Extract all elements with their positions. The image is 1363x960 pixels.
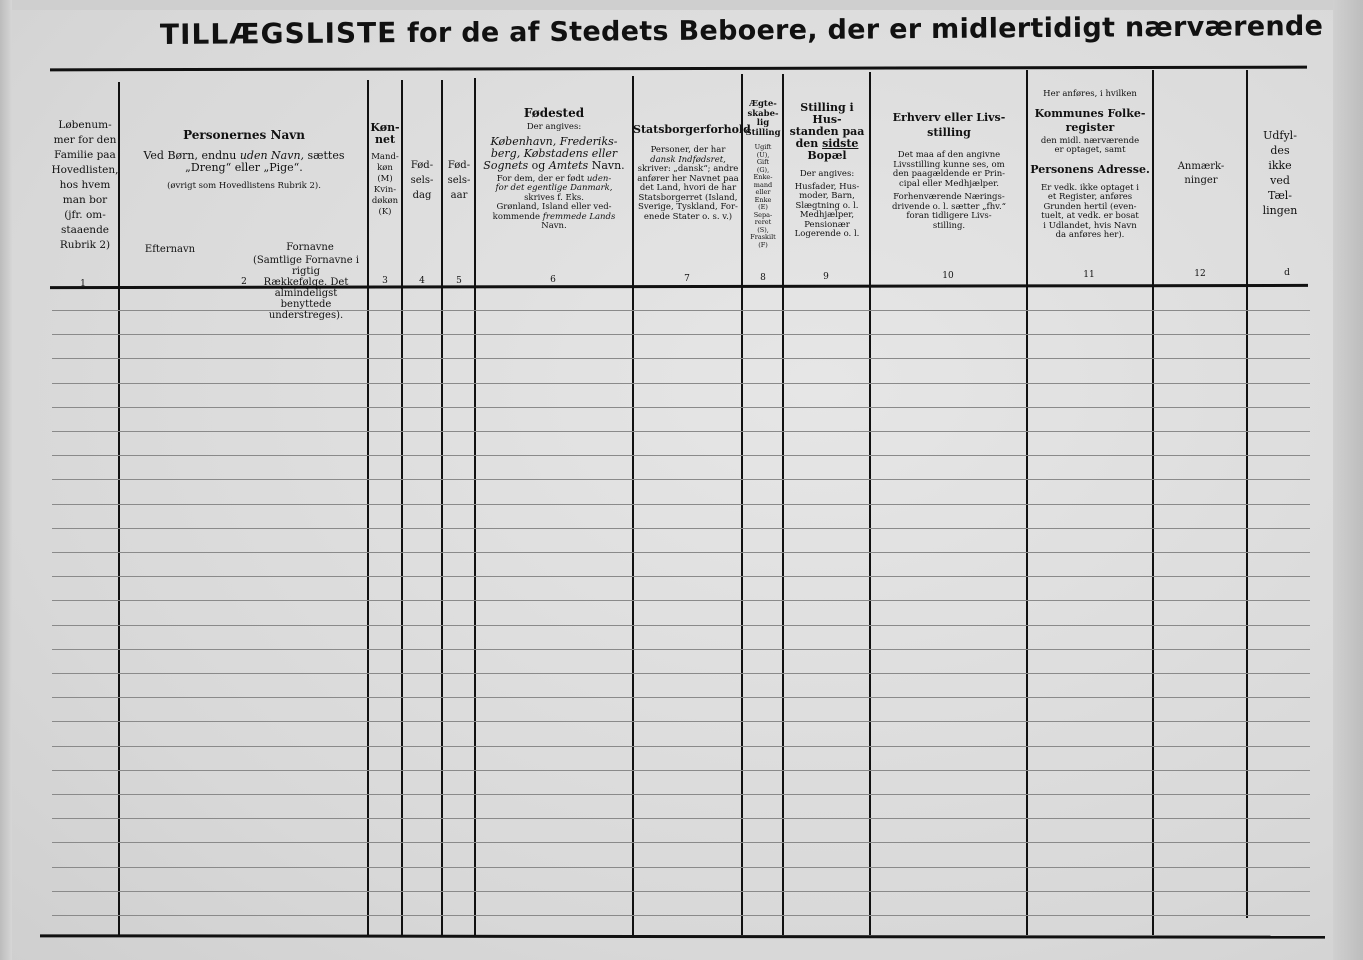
header-top-rule — [50, 66, 1307, 72]
entry-row-line — [52, 310, 1310, 311]
column-number: 11 — [1083, 270, 1095, 280]
entry-row-line — [52, 721, 1310, 722]
entry-row-line — [52, 358, 1310, 359]
column-number: d — [1284, 268, 1290, 278]
col8-header: Ægte- skabe- lig Stilling Ugift (U), Gift (G), Enke- mand eller Enke (E) Sepa- reret (S), Fraskilt (F) — [745, 99, 781, 249]
entry-row-line — [52, 770, 1310, 771]
col2-subheader-fornavne: Fornavne — [286, 242, 334, 253]
column-number: 6 — [550, 275, 556, 285]
page-edge-right — [1333, 0, 1363, 960]
form-title — [159, 10, 1324, 64]
entry-row-line — [52, 504, 1310, 505]
entry-row-line — [52, 455, 1310, 456]
entry-row-line — [52, 794, 1310, 795]
col2-header — [122, 128, 366, 192]
header-note: „Dreng“ eller „Pige“. — [185, 161, 303, 174]
entry-row-line — [52, 431, 1310, 432]
column-number: 10 — [942, 271, 954, 281]
header-line: Rubrik 2) — [59, 239, 111, 251]
column-divider — [1152, 70, 1154, 935]
entry-row-line — [52, 528, 1310, 529]
entry-row-line — [52, 891, 1310, 892]
entry-row-line — [52, 915, 1310, 916]
col12-header: Anmærk- ninger — [1177, 161, 1225, 186]
col9-header: Stilling i Hus- standen paa den sidste Bopæl Der angives: Husfader, Hus- moder, Barn, Slægtning o. l. Medhjælper, Pensionær Logerende o. l. — [789, 101, 865, 239]
header-note: Ved Børn, endnu uden Navn, sættes — [143, 149, 345, 162]
entry-row-line — [52, 600, 1310, 601]
header-line: Hovedlisten, — [51, 164, 119, 176]
col2-fornavne-note: (Samtlige Fornavne i rigtig Rækkefølge. Det almindeligst benyttede understreges). — [252, 255, 360, 321]
entry-row-line — [52, 479, 1310, 480]
entry-row-line — [52, 576, 1310, 577]
header-line: man bor — [62, 194, 108, 206]
column-number: 2 — [241, 277, 247, 287]
table-bottom-rule — [40, 934, 1325, 938]
column-number: 7 — [684, 274, 690, 284]
header-line: mer for den — [53, 134, 117, 146]
col-d-header: Udfyl- des ikke ved Tæl- lingen — [1262, 129, 1298, 217]
column-divider — [1246, 70, 1248, 918]
form-title-rest: for de af Stedets Beboere, der er midlertidigt nærværende — [406, 10, 1324, 50]
col4-header: Fød- sels- dag — [410, 160, 434, 201]
col2-subheader-efternavn: Efternavn — [144, 244, 196, 255]
column-number: 5 — [456, 276, 462, 286]
column-number: 9 — [823, 272, 829, 282]
page-edge-left — [0, 0, 12, 960]
col11-header: Her anføres, i hvilken Kommunes Folke- register den midl. nærværende er optaget, samt Personens Adresse. Er vedk. ikke optaget i et Register, anføres Grunden hertil (even- tuelt, at vedk. er bosat i Udlandet, hvis Navn da anføres her). — [1030, 89, 1150, 240]
column-number: 8 — [760, 273, 766, 283]
entry-row-line — [52, 818, 1310, 819]
entry-row-line — [52, 552, 1310, 553]
column-number: 1 — [80, 279, 86, 289]
form-title-bold: TILLÆGSLISTE — [159, 16, 398, 51]
column-divider — [441, 80, 443, 935]
col5-header: Fød- sels- aar — [447, 160, 471, 201]
header-line: Løbenum- — [58, 119, 112, 131]
col1-header — [50, 118, 120, 253]
column-number: 3 — [382, 276, 388, 286]
entry-row-line — [52, 649, 1310, 650]
entry-row-line — [52, 746, 1310, 747]
entry-row-line — [52, 625, 1310, 626]
entry-row-line — [52, 383, 1310, 384]
entry-row-line — [52, 334, 1310, 335]
header-line: (jfr. om- — [64, 209, 106, 221]
header-line: hos hvem — [59, 179, 111, 191]
col3-header: Køn- net Mand- køn (M) Kvin- døkøn (K) — [370, 121, 400, 217]
entry-row-line — [52, 673, 1310, 674]
header-heading: Personernes Navn — [183, 128, 305, 142]
col6-header: Fødested Der angives: København, Frederiks- berg, Købstadens eller Sognets og Amtets Navn. For dem, der er født uden- for det egentlige Danmark, skrives f. Eks. Grønland, Island eller ved- kommende fremmede Lands Navn. — [483, 106, 625, 231]
column-number: 12 — [1194, 269, 1206, 279]
header-line: staaende — [60, 224, 110, 236]
column-number: 4 — [419, 276, 425, 286]
col10-header: Erhverv eller Livs- stilling Det maa af den angivne Livsstilling kunne ses, om den paagældende er Prin- cipal eller Medhjælper. Forhenværende Nærings- drivende o. l. sætter „fhv.“ foran tidligere Livs- stilling. — [891, 111, 1007, 231]
entry-row-line — [52, 407, 1310, 408]
header-line: Familie paa — [54, 149, 116, 161]
entry-row-line — [52, 697, 1310, 698]
page-edge-top — [0, 0, 1363, 10]
header-ref: (øvrigt som Hovedlistens Rubrik 2). — [167, 181, 321, 191]
col7-header: Statsborgerforhold Personer, der har dansk Indfødsret, skriver: „dansk“; andre anfører her Navnet paa det Land, hvori de har Statsborgerret (Island, Sverige, Tyskland, For- enede Stater o. s. v.) — [633, 123, 751, 222]
entry-row-line — [52, 867, 1310, 868]
entry-row-line — [52, 842, 1310, 843]
